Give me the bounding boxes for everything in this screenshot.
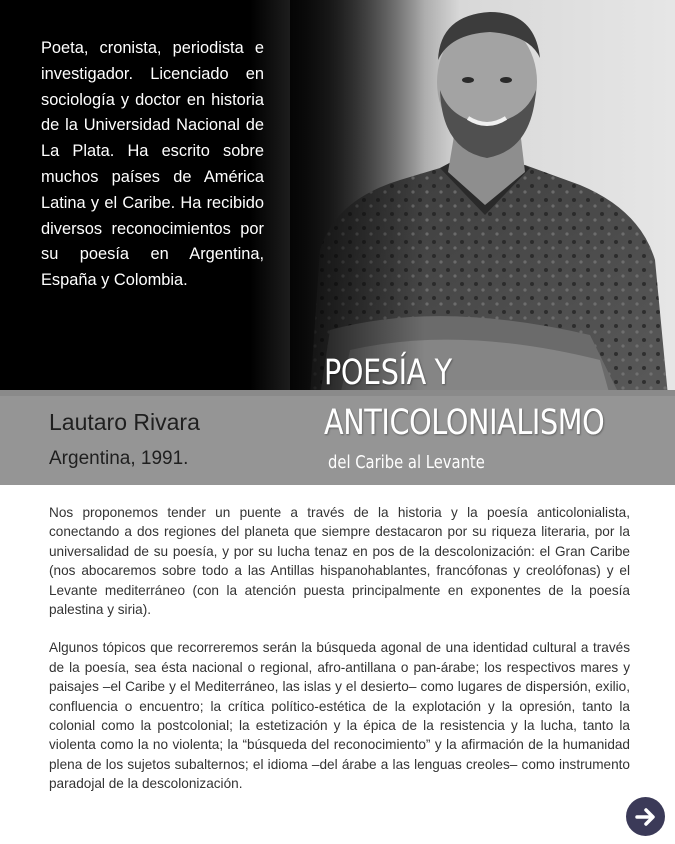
- hero-banner: [0, 0, 675, 396]
- author-origin: Argentina, 1991.: [49, 448, 189, 469]
- author-name: Lautaro Rivara: [49, 409, 200, 435]
- author-photo: [290, 0, 675, 396]
- page-title: [324, 348, 604, 448]
- title-line-2: ANTICOLONIALISMO: [324, 403, 605, 443]
- paragraph: Nos proponemos tender un puente a través de la historia y la poesía anticolonialista, conectando a dos regiones del planeta que siempre destacaron por su riqueza literaria, por la universalidad de su poesía, y por su lucha tenaz en pos de la descolonización: el Gran Caribe (nos abocaremos sobre todo a las Antillas hispanohablantes, francófonas y creolófonas) y el Levante mediterráneo (con la atención puesta principalmente en exponentes de la poesía palestina y siria).: [49, 505, 630, 618]
- body-text: [49, 503, 630, 813]
- page-subtitle: del Caribe al Levante: [328, 452, 485, 473]
- author-bio: Poeta, cronista, periodista e investigador. Licenciado en sociología y doctor en historia de la Universidad Nacional de La Plata. Ha escrito sobre muchos países de América Latina y el Caribe. Ha recibido diversos reconocimientos por su poesía en Argentina, España y Colombia.: [41, 39, 264, 290]
- arrow-right-circle-icon: [633, 804, 659, 830]
- title-line-1: POESÍA Y: [324, 353, 452, 393]
- next-page-button[interactable]: [626, 797, 665, 836]
- paragraph: Algunos tópicos que recorreremos serán la búsqueda agonal de una identidad cultural a través de la poesía, sea ésta nacional o regional, afro-antillana o pan-árabe; los respectivos mares y paisajes –el Caribe y el Mediterráneo, las islas y el desierto– como lugares de dispersión, exilio, confluencia o encuentro; la crítica político-estética de la explotación y la opresión, tanto la colonial como la postcolonial; la estetización y la épica de la resistencia y la lucha, tanto la violenta como la no violenta; la “búsqueda del reconocimiento” y la afirmación de la humanidad plena de los sujetos subalternos; el idioma –del árabe a las lenguas creoles– como instrumento paradojal de la descolonización.: [49, 640, 630, 792]
